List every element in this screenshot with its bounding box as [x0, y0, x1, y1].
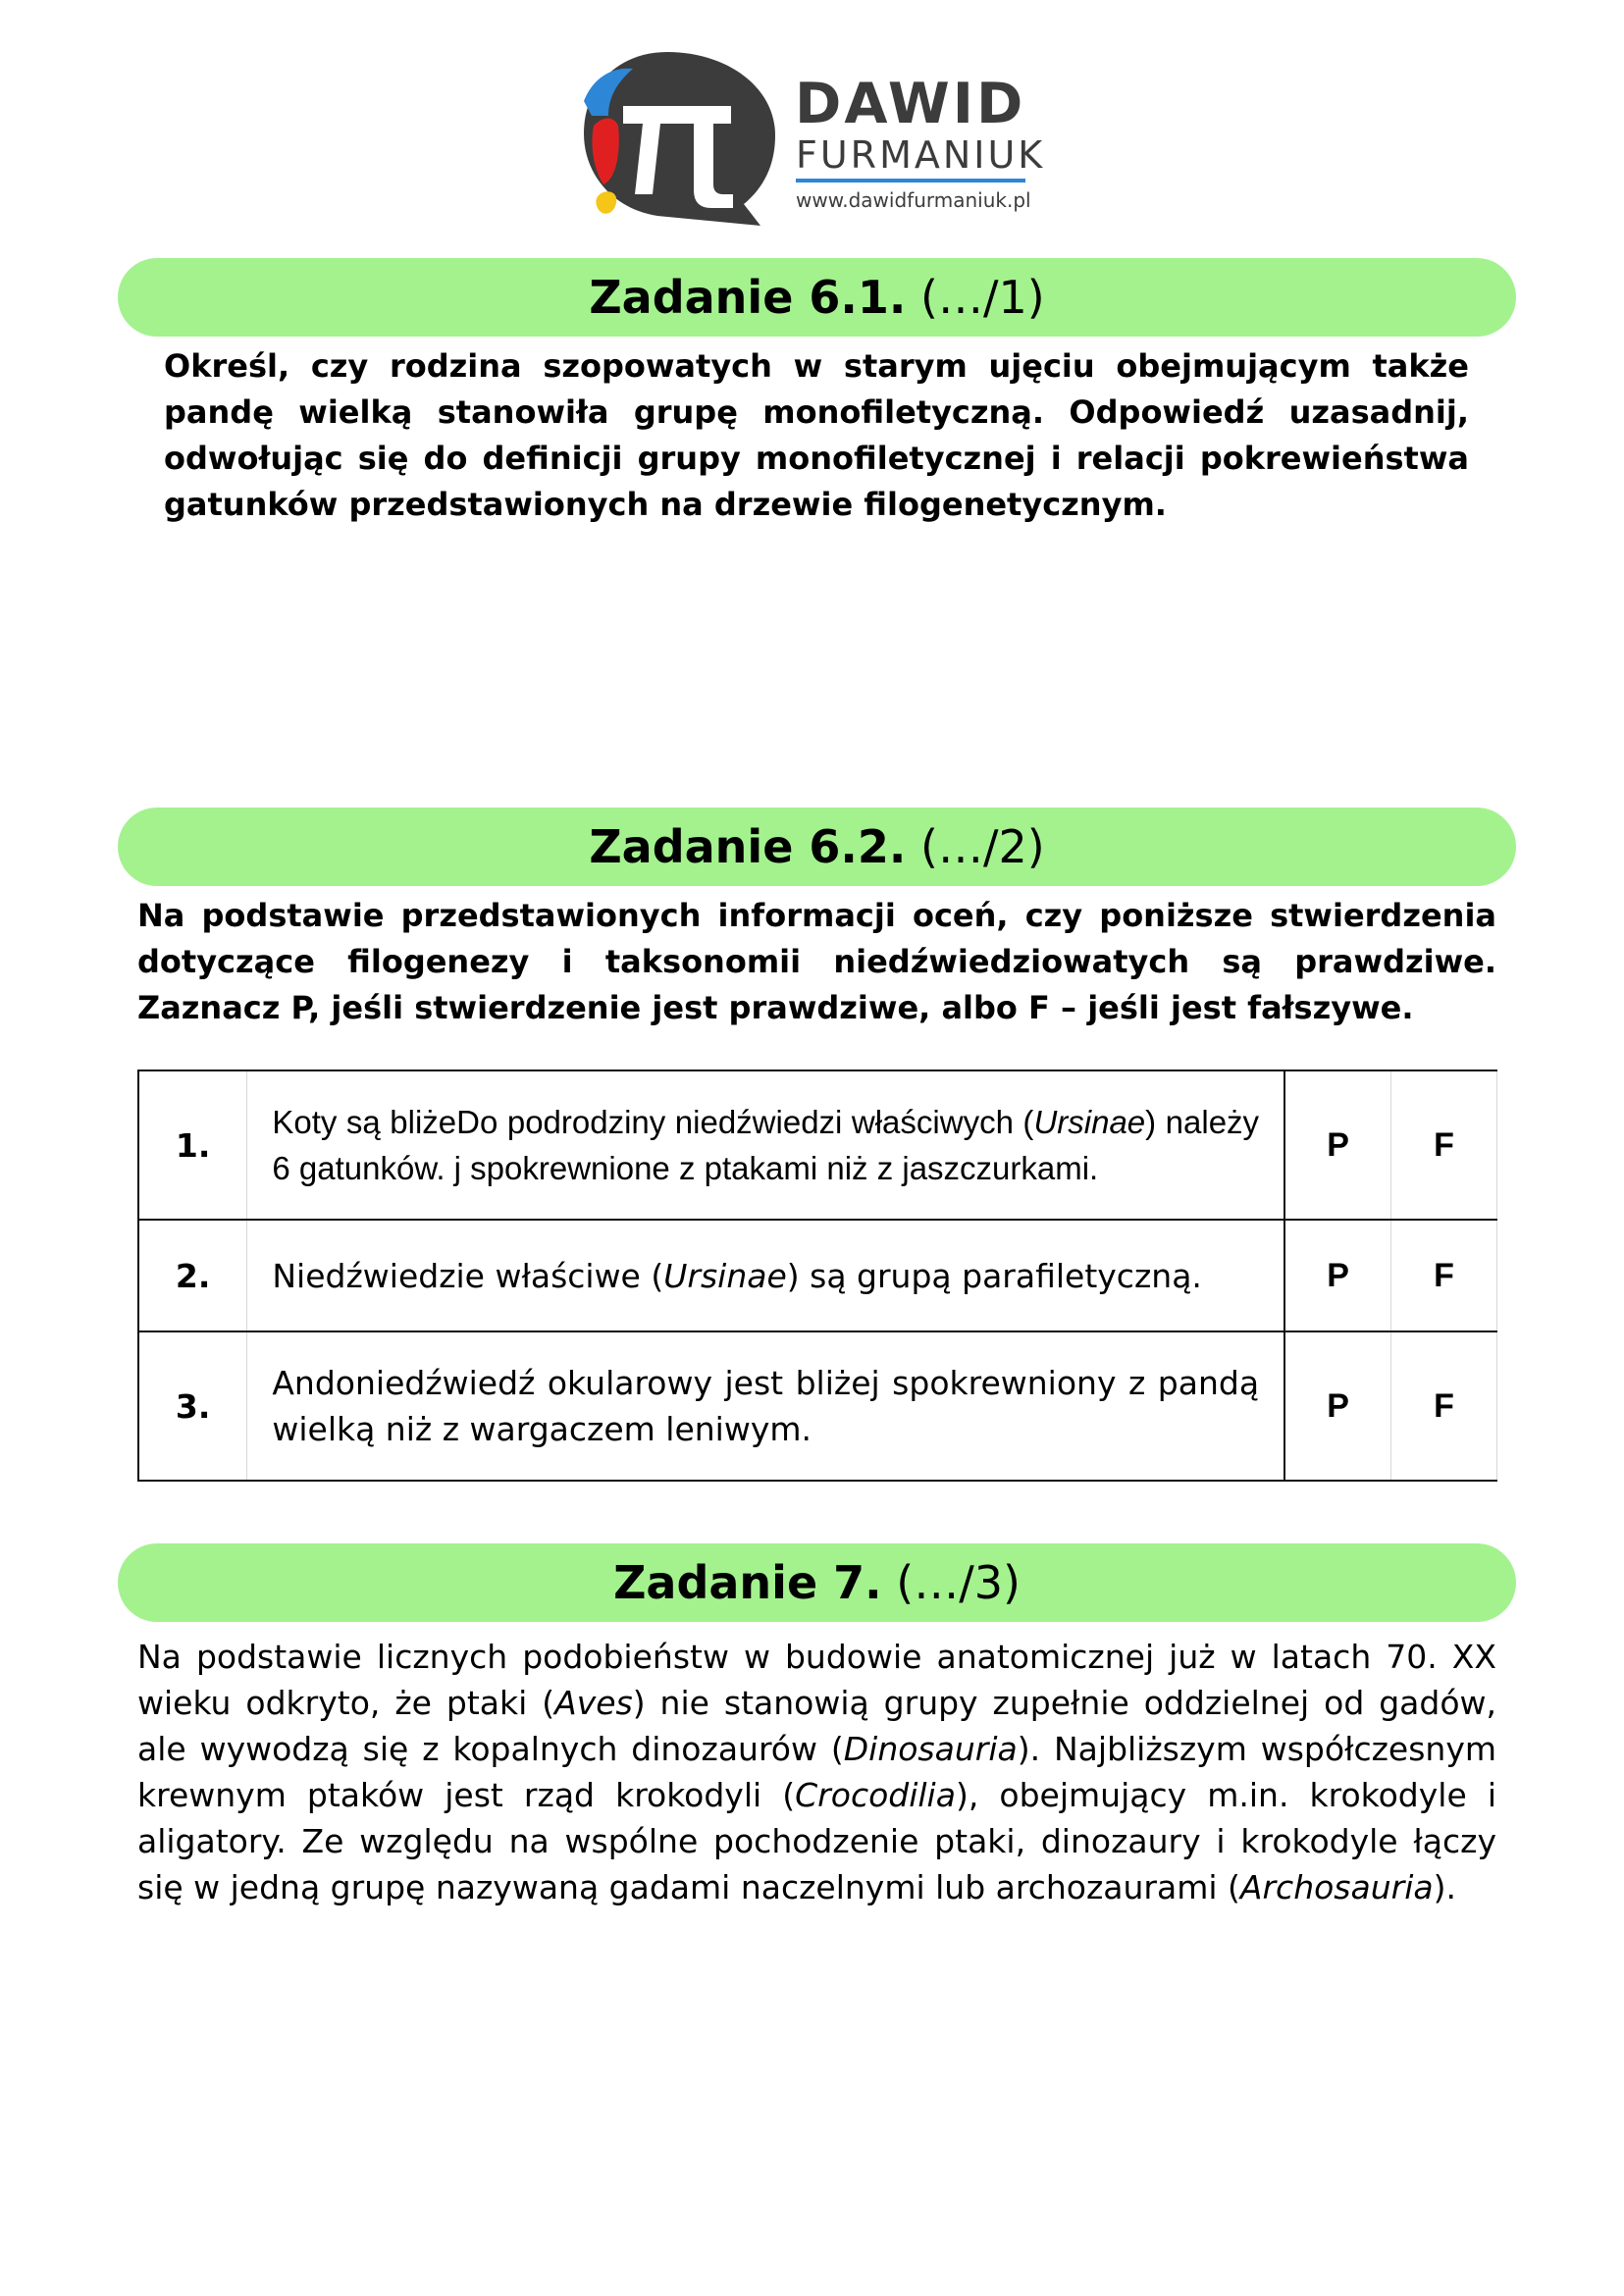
logo-name-first: DAWID	[795, 72, 1026, 136]
option-true[interactable]: P	[1284, 1070, 1390, 1220]
option-false[interactable]: F	[1391, 1070, 1497, 1220]
task-6-1-label: Zadanie 6.1.	[589, 271, 907, 324]
task-7-header	[118, 1543, 1516, 1622]
task-6-1-points: (…/1)	[920, 271, 1045, 324]
table-row	[138, 1220, 1497, 1331]
option-true[interactable]: P	[1284, 1331, 1390, 1481]
table-row	[138, 1070, 1497, 1220]
task-6-2-header	[118, 808, 1516, 886]
pi-logo-icon	[564, 47, 790, 234]
option-false[interactable]: F	[1391, 1220, 1497, 1331]
logo-website: www.dawidfurmaniuk.pl	[796, 188, 1031, 212]
task-6-2-question: Na podstawie przedstawionych informacji oceń, czy poniższe stwierdzenia dotyczące filogenezy i taksonomii niedźwiedziowatych są prawdziwe. Zaznacz P, jeśli stwierdzenie jest prawdziwe, albo F – jeśli jest fałszywe.	[137, 897, 1496, 1026]
task-7-label: Zadanie 7.	[613, 1556, 882, 1609]
statement-text: Koty są bliżeDo podrodziny niedźwiedzi właściwych (Ursinae) należy 6 gatunków. j spokrewnione z ptakami niż z jaszczurkami.	[247, 1070, 1284, 1220]
task-7-points: (…/3)	[896, 1556, 1021, 1609]
table-row	[138, 1331, 1497, 1481]
task-6-1-question: Określ, czy rodzina szopowatych w starym ujęciu obejmującym także pandę wielką stanowiła grupę monofiletyczną. Odpowiedź uzasadnij, odwołując się do definicji grupy monofiletycznej i relacji pokrewieństwa gatunków przedstawionych na drzewie filogenetycznym.	[164, 347, 1469, 523]
statement-text: Andoniedźwiedź okularowy jest bliżej spokrewniony z pandą wielką niż z wargaczem leniwym.	[247, 1331, 1284, 1481]
task-6-1-header	[118, 258, 1516, 337]
task-6-2-points: (…/2)	[920, 820, 1045, 873]
row-number: 3.	[138, 1331, 247, 1481]
logo-underline	[796, 179, 1025, 183]
task-6-2-label: Zadanie 6.2.	[589, 820, 907, 873]
option-true[interactable]: P	[1284, 1220, 1390, 1331]
statement-text: Niedźwiedzie właściwe (Ursinae) są grupą parafiletyczną.	[247, 1220, 1284, 1331]
true-false-table	[137, 1070, 1497, 1482]
row-number: 1.	[138, 1070, 247, 1220]
logo	[564, 47, 1046, 234]
option-false[interactable]: F	[1391, 1331, 1497, 1481]
task-7-text: Na podstawie licznych podobieństw w budowie anatomicznej już w latach 70. XX wieku odkryto, że ptaki (Aves) nie stanowią grupy zupełnie oddzielnej od gadów, ale wywodzą się z kopalnych dinozaurów (Dinosauria). Najbliższym współczesnym krewnym ptaków jest rząd krokodyli (Crocodilia), obejmujący m.in. krokodyle i aligatory. Ze względu na wspólne pochodzenie ptaki, dinozaury i krokodyle łączy się w jedną grupę nazywaną gadami naczelnymi lub archozaurami (Archosauria).	[137, 1638, 1497, 1906]
logo-name-last: FURMANIUK	[796, 133, 1046, 177]
row-number: 2.	[138, 1220, 247, 1331]
